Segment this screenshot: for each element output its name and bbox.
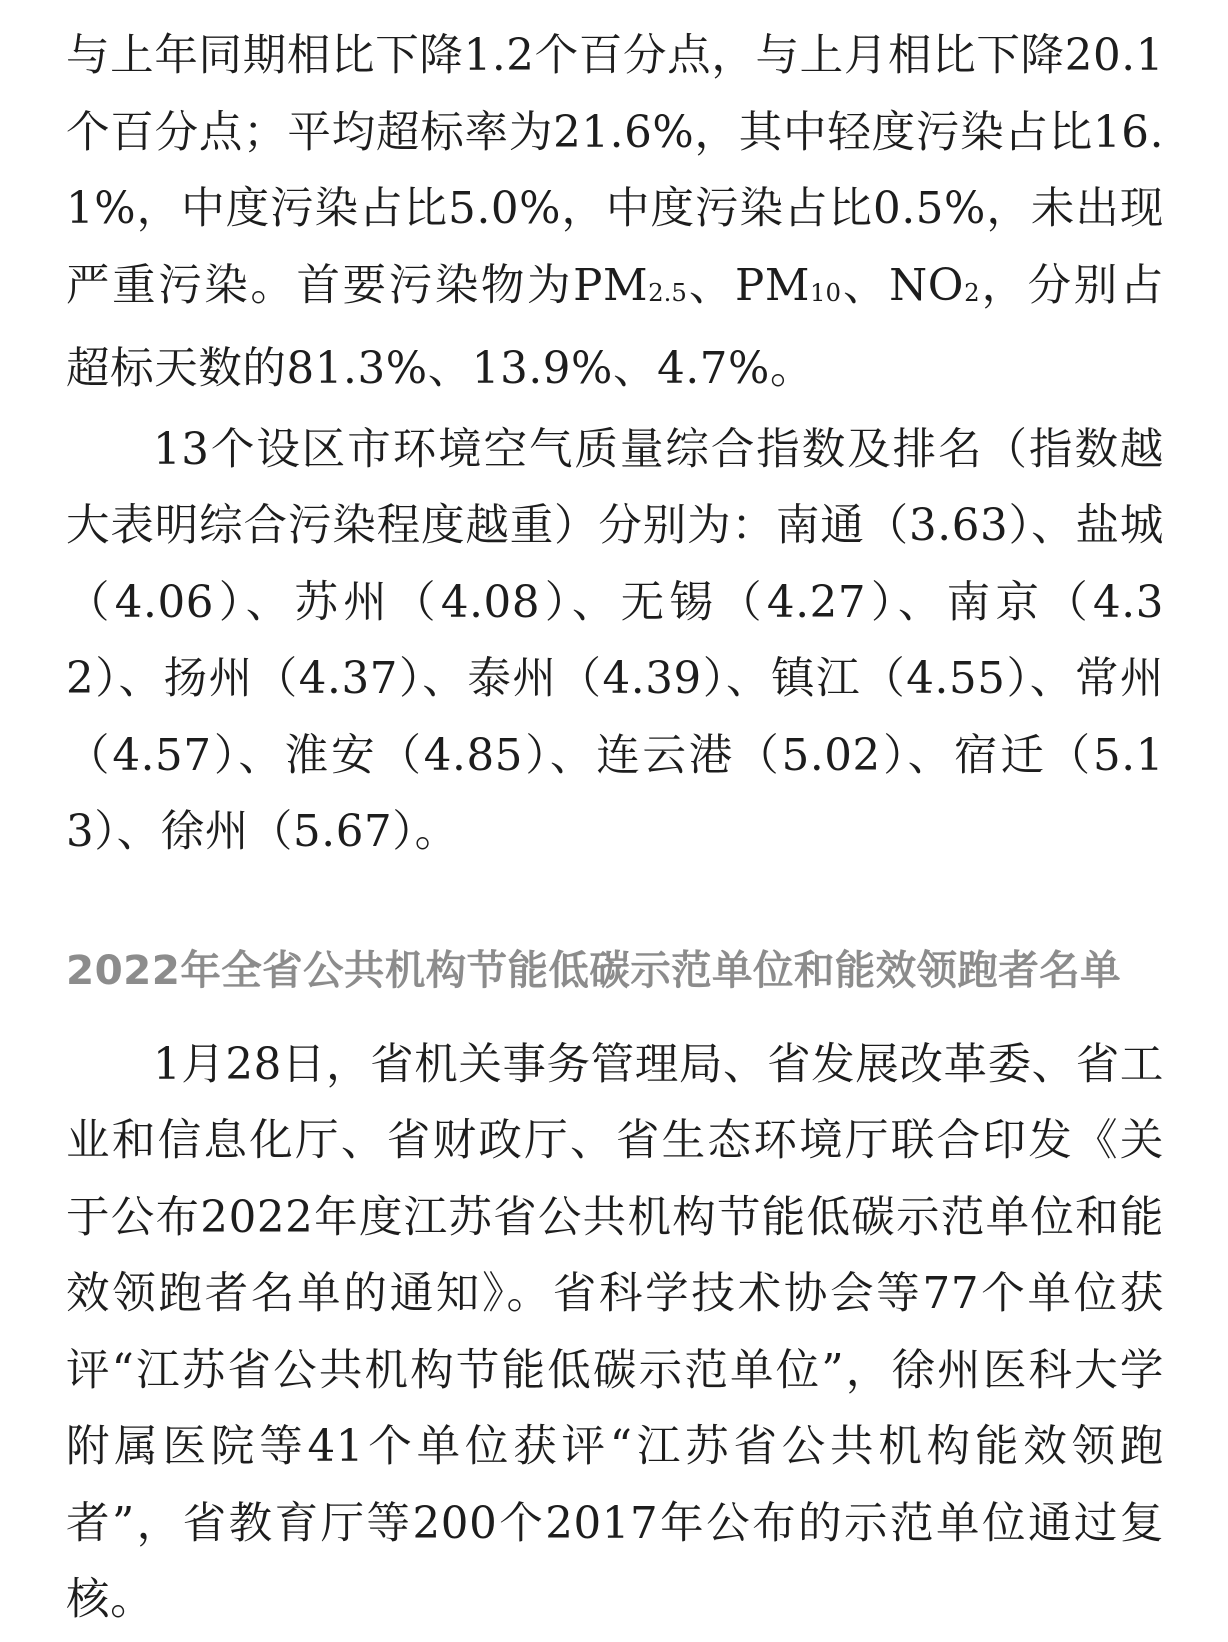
- document-page: [66, 18, 1164, 1639]
- no2-label: [889, 261, 979, 311]
- pm10-subscript: 10: [810, 277, 842, 307]
- separator: 、: [686, 260, 736, 311]
- spacer: [66, 871, 1164, 935]
- pm10-base: PM: [735, 260, 811, 311]
- pm10-label: [735, 261, 841, 311]
- separator: 、: [841, 260, 890, 311]
- no2-base: NO: [889, 260, 965, 311]
- air-quality-text: 与上年同期相比下降1.2个百分点，与上月相比下降20.1个百分点；平均超标率为21.6%，其中轻度污染占比16.1%，中度污染占比5.0%，中度污染占比0.5%，未出现严重污染。首要污染物为: [66, 31, 1164, 311]
- spacer: [66, 1005, 1164, 1027]
- pollutant-share-text: ，分别占超标天数的81.3%、13.9%、4.7%。: [66, 260, 1164, 395]
- pm25-base: PM: [573, 260, 649, 311]
- section-heading: 2022年全省公共机构节能低碳示范单位和能效领跑者名单: [66, 945, 1122, 994]
- pm25-label: [573, 261, 687, 311]
- air-quality-paragraph: [66, 18, 1164, 408]
- pm25-subscript: 2.5: [648, 277, 687, 307]
- city-ranking-paragraph: 13个设区市环境空气质量综合指数及排名（指数越大表明综合污染程度越重）分别为：南通（3.63）、盐城（4.06）、苏州（4.08）、无锡（4.27）、南京（4.32）、扬州（4.37）、泰州（4.39）、镇江（4.55）、常州（4.57）、淮安（4.85）、连云港（5.02）、宿迁（5.13）、徐州（5.67）。: [66, 424, 1164, 858]
- energy-notice-paragraph: 1月28日，省机关事务管理局、省发展改革委、省工业和信息化厅、省财政厅、省生态环境厅联合印发《关于公布2022年度江苏省公共机构节能低碳示范单位和能效领跑者名单的通知》。省科学技术协会等77个单位获评“江苏省公共机构节能低碳示范单位”，徐州医科大学附属医院等41个单位获评“江苏省公共机构能效领跑者”，省教育厅等200个2017年公布的示范单位通过复核。: [66, 1039, 1164, 1626]
- no2-subscript: 2: [964, 277, 980, 307]
